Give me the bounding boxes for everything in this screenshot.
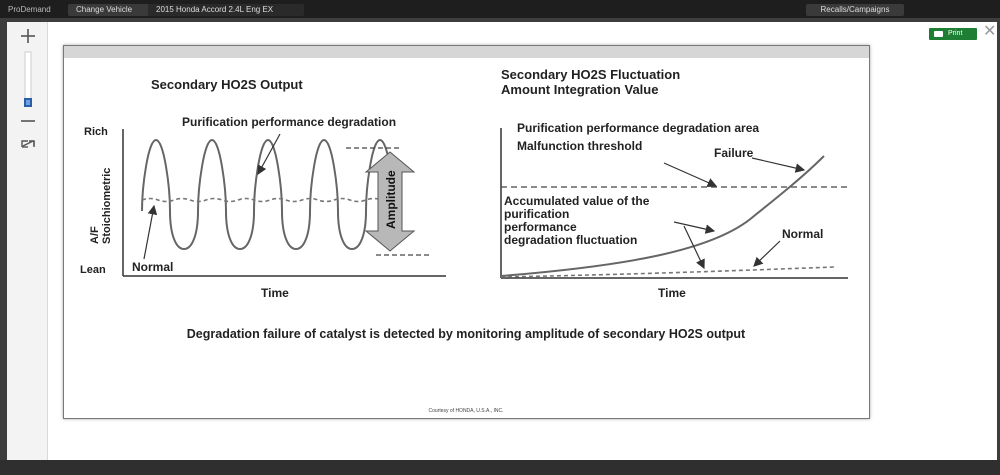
malfunction-threshold-label: Malfunction threshold [517, 139, 643, 153]
close-icon[interactable]: ✕ [983, 23, 997, 40]
af-axis-label: A/F [89, 226, 101, 244]
right-chart-title-line1: Secondary HO2S Fluctuation [501, 67, 681, 82]
accumulated-label-line3: performance [504, 220, 577, 234]
print-button[interactable] [929, 28, 977, 40]
lean-label: Lean [80, 264, 106, 276]
stoichiometric-axis-label: Stoichiometric [101, 167, 113, 244]
accumulated-arrow-lower [684, 226, 704, 268]
zoom-in-icon[interactable] [21, 29, 35, 43]
image-credit: Courtesy of HONDA, U.S.A., INC. [428, 408, 504, 414]
threshold-arrow [664, 163, 716, 186]
accumulated-label-line4: degradation fluctuation [504, 233, 638, 247]
zoom-toolbar [7, 22, 48, 460]
fit-to-screen-icon[interactable] [22, 141, 34, 147]
degradation-area-label: Purification performance degradation area [517, 121, 760, 135]
right-chart-title-line2: Amount Integration Value [501, 82, 659, 97]
app-header [0, 0, 1000, 18]
left-time-label: Time [261, 286, 289, 300]
failure-arrow [752, 158, 804, 170]
left-normal-label: Normal [132, 260, 174, 274]
rich-label: Rich [84, 126, 108, 138]
left-normal-arrow [144, 206, 154, 259]
right-normal-label: Normal [782, 227, 824, 241]
accumulated-label-line1: Accumulated value of the [504, 194, 650, 208]
change-vehicle-button[interactable]: Change Vehicle [68, 4, 156, 16]
left-chart-title: Secondary HO2S Output [151, 77, 303, 92]
accumulated-arrow-upper [674, 222, 714, 231]
image-viewer-modal [7, 22, 997, 460]
printer-icon [934, 31, 943, 37]
failure-label: Failure [714, 146, 754, 160]
print-label: Print [948, 30, 963, 37]
diagram-caption: Degradation failure of catalyst is detected by monitoring amplitude of secondary HO2S output [186, 327, 746, 341]
recalls-campaigns-button[interactable]: Recalls/Campaigns [806, 4, 904, 16]
vehicle-label: 2015 Honda Accord 2.4L Eng EX [148, 4, 304, 16]
diagram-figure [63, 45, 870, 419]
accumulated-label-line2: purification [504, 207, 570, 221]
normal-sensor-waveform [142, 199, 398, 202]
amplitude-label: Amplitude [384, 170, 398, 229]
right-time-label: Time [658, 286, 686, 300]
zoom-slider[interactable] [24, 52, 32, 107]
right-normal-arrow [754, 241, 780, 266]
app-brand: ProDemand [8, 5, 51, 14]
bottom-bar [0, 460, 1000, 475]
degradation-callout: Purification performance degradation [182, 115, 397, 129]
